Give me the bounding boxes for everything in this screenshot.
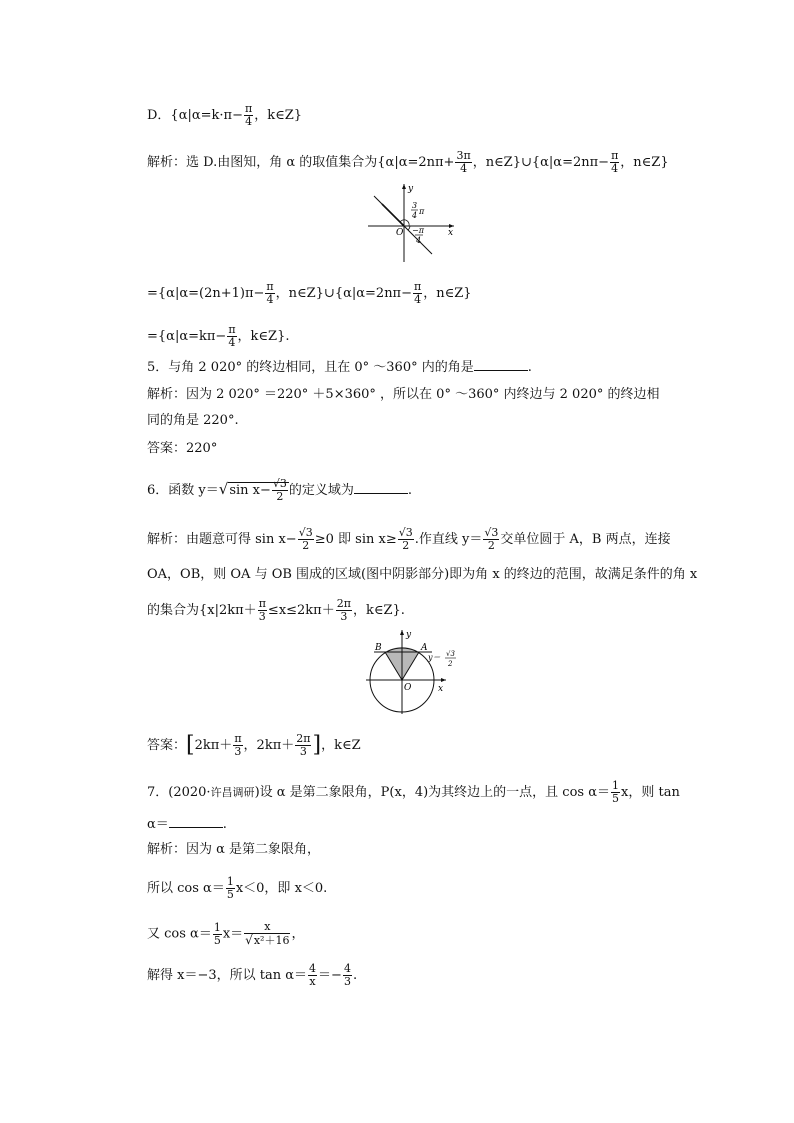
- fraction-sqrt3-over-2: $\frac{√3}{2}$: [398, 526, 413, 552]
- solution-7-text-2b: x＜0，即 x＜0.: [235, 881, 328, 896]
- solution-7-line-1: 解析：因为 α 是第二象限角，: [147, 842, 321, 857]
- fraction-pi-over-3: $\frac{\pi}{3}$: [258, 597, 266, 623]
- solution-4-text-c: ，n∈Z}: [620, 155, 669, 170]
- solution-6-text-b: ≥0 即 sin x≥: [314, 532, 397, 547]
- solution-6-text-3c: ，k∈Z}.: [352, 603, 405, 618]
- solution-7-line-3: [147, 921, 304, 947]
- fraction-1-over-5: $\frac{1}{5}$: [612, 779, 619, 805]
- solution-6-text-a: 解析：由题意可得 sin x−: [147, 532, 297, 547]
- option-d-tail: ，k∈Z}: [254, 108, 303, 123]
- fraction-sqrt3-over-2: $\frac{√3}{2}$: [272, 477, 287, 503]
- answer-5: 答案：220°: [147, 441, 218, 456]
- equation-1-text-c: ，n∈Z}: [423, 286, 472, 301]
- solution-7-text-4b: ＝−: [318, 968, 342, 983]
- label-negpi4-num: −π: [412, 226, 424, 235]
- answer-blank: [474, 358, 528, 371]
- fraction-4-over-3: $\frac{4}{3}$: [343, 962, 351, 988]
- question-7-text-b: )设 α 是第二象限角，P(x，4)为其终边上的一点，且 cos α＝: [254, 785, 610, 800]
- question-7-text-2a: α＝: [147, 817, 169, 832]
- fraction-4-over-x: $\frac{4}{x}$: [309, 962, 317, 988]
- answer-blank: [169, 815, 223, 828]
- line-label-y: y＝: [428, 653, 441, 662]
- x-axis-label: x: [448, 228, 454, 238]
- point-a-label: A: [421, 643, 428, 653]
- y-axis-label: y: [406, 630, 412, 640]
- fraction-sqrt3-over-2: $\frac{√3}{2}$: [298, 526, 313, 552]
- solution-7-line-4: 解得 x＝−3，所以 tan α＝ $\frac{4}{x}$ ＝− $\frac{4}{3}$ .: [147, 962, 358, 988]
- option-d: [147, 103, 302, 128]
- origin-label: O: [396, 228, 404, 238]
- equation-1-text-b: ，n∈Z}∪{α|α=2nπ−: [275, 286, 412, 301]
- question-6: 6．函数 y＝√sin x− $\frac{√3}{2}$ 的定义域为 .: [147, 477, 413, 503]
- label-3pi4-num: 3: [412, 201, 418, 210]
- line-label-num: √3: [446, 650, 455, 658]
- fraction-x-over-sqrt: $\frac{x}{\text{√x²＋16}}$: [245, 920, 290, 947]
- question-7-text-a: 7．(2020·: [147, 785, 211, 800]
- angle-figure-1: [366, 180, 458, 264]
- fraction-1-over-5: $\frac{1}{5}$: [213, 920, 221, 947]
- question-5-text: 5．与角 2 020° 的终边相同，且在 0° ～360° 内的角是: [147, 360, 474, 375]
- solution-6-line-1: [147, 527, 671, 552]
- solution-7-text-3b: x＝: [222, 926, 244, 942]
- answer-6: 答案：[2kπ＋ $\frac{\pi}{3}$ ，2kπ＋ $\frac{2\pi}{3}$ ]，k∈Z: [147, 732, 361, 758]
- solution-5-line-1: 解析：因为 2 020° ＝220° ＋5×360° ，所以在 0° ～360° 内终边与 2 020° 的终边相: [147, 387, 660, 402]
- solution-7-text-2a: 所以 cos α＝: [147, 881, 225, 896]
- solution-6-text-c: .作直线 y＝: [414, 532, 483, 547]
- question-7: [147, 780, 680, 805]
- x-axis-label: x: [438, 684, 444, 694]
- question-6-end: .: [407, 483, 413, 498]
- fraction-pi-over-4: $\frac{\pi}{4}$: [611, 149, 619, 175]
- solution-4-text-a: 解析：选 D.由图知，角 α 的取值集合为{α|α=2nπ+: [147, 155, 455, 170]
- solution-6-text-d: 交单位圆于 A，B 两点，连接: [500, 532, 671, 547]
- answer-6-text-c: ，2kπ＋: [243, 738, 295, 753]
- fraction-pi-over-3: $\frac{\pi}{3}$: [234, 732, 242, 758]
- solution-7-text-4a: 解得 x＝−3，所以 tan α＝: [147, 968, 308, 983]
- solution-6-line-3: [147, 598, 405, 623]
- equation-2-text-a: ={α|α=kπ−: [147, 329, 227, 344]
- equation-2-text-b: ，k∈Z}.: [237, 329, 290, 344]
- answer-6-text-d: ，k∈Z: [321, 738, 361, 753]
- fraction-2pi-over-3: $\frac{2\pi}{3}$: [336, 597, 351, 623]
- unit-circle-figure: [366, 628, 462, 716]
- solution-4-line: [147, 150, 669, 175]
- line-label-den: 2: [448, 660, 453, 668]
- equation-1-text-a: ={α|α=(2n+1)π−: [147, 286, 265, 301]
- solution-7-text-3c: ，: [291, 926, 305, 942]
- question-6-text-a: 6．函数 y＝: [147, 483, 219, 498]
- solution-7-text-3a: 又 cos α＝: [147, 926, 212, 942]
- fraction-pi-over-4: $\frac{\pi}{4}$: [244, 102, 253, 128]
- fraction-pi-over-4: $\frac{\pi}{4}$: [414, 280, 422, 306]
- fraction-2pi-over-3: $\frac{2\pi}{3}$: [296, 732, 311, 758]
- point-b-label: B: [375, 643, 382, 653]
- option-d-text: D．{α|α=k·π−: [147, 108, 243, 123]
- equation-line-2: [147, 324, 289, 349]
- answer-blank: [354, 481, 408, 494]
- label-3pi4-pi: π: [419, 207, 425, 216]
- fraction-3pi-over-4: $\frac{3\pi}{4}$: [456, 149, 471, 175]
- question-5-end: .: [527, 360, 532, 375]
- solution-6-text-3a: 的集合为{x|2kπ＋: [147, 603, 257, 618]
- fraction-sqrt3-over-2: $\frac{√3}{2}$: [484, 526, 499, 552]
- question-7-text-c: x，则 tan: [621, 785, 680, 800]
- question-7-end: .: [222, 817, 227, 832]
- solution-5-line-2: 同的角是 220°.: [147, 413, 239, 428]
- question-5: [147, 358, 532, 377]
- answer-6-label: 答案：: [147, 738, 187, 753]
- fraction-pi-over-4: $\frac{\pi}{4}$: [266, 280, 274, 306]
- equation-line-1: [147, 281, 472, 306]
- fraction-pi-over-4: $\frac{\pi}{4}$: [228, 323, 236, 349]
- label-3pi4-den: 4: [412, 211, 418, 220]
- solution-4-text-b: ，n∈Z}∪{α|α=2nπ−: [472, 155, 610, 170]
- fraction-1-over-5: $\frac{1}{5}$: [226, 875, 234, 901]
- answer-6-text-b: 2kπ＋: [194, 738, 233, 753]
- y-axis-label: y: [408, 184, 414, 194]
- origin-label: O: [404, 683, 412, 693]
- solution-6-line-2: OA，OB，则 OA 与 OB 围成的区域(图中阴影部分)即为角 x 的终边的范围，故满足条件的角 x: [147, 567, 698, 582]
- label-negpi4-den: 4: [416, 236, 422, 245]
- question-7-line-2: [147, 815, 227, 834]
- solution-7-line-2: [147, 876, 327, 901]
- radicand-text: sin x−: [229, 483, 271, 498]
- solution-6-text-3b: ≤x≤2kπ＋: [267, 603, 335, 618]
- question-6-text-b: 的定义域为: [288, 483, 354, 498]
- question-7-source: 许昌调研: [210, 786, 255, 799]
